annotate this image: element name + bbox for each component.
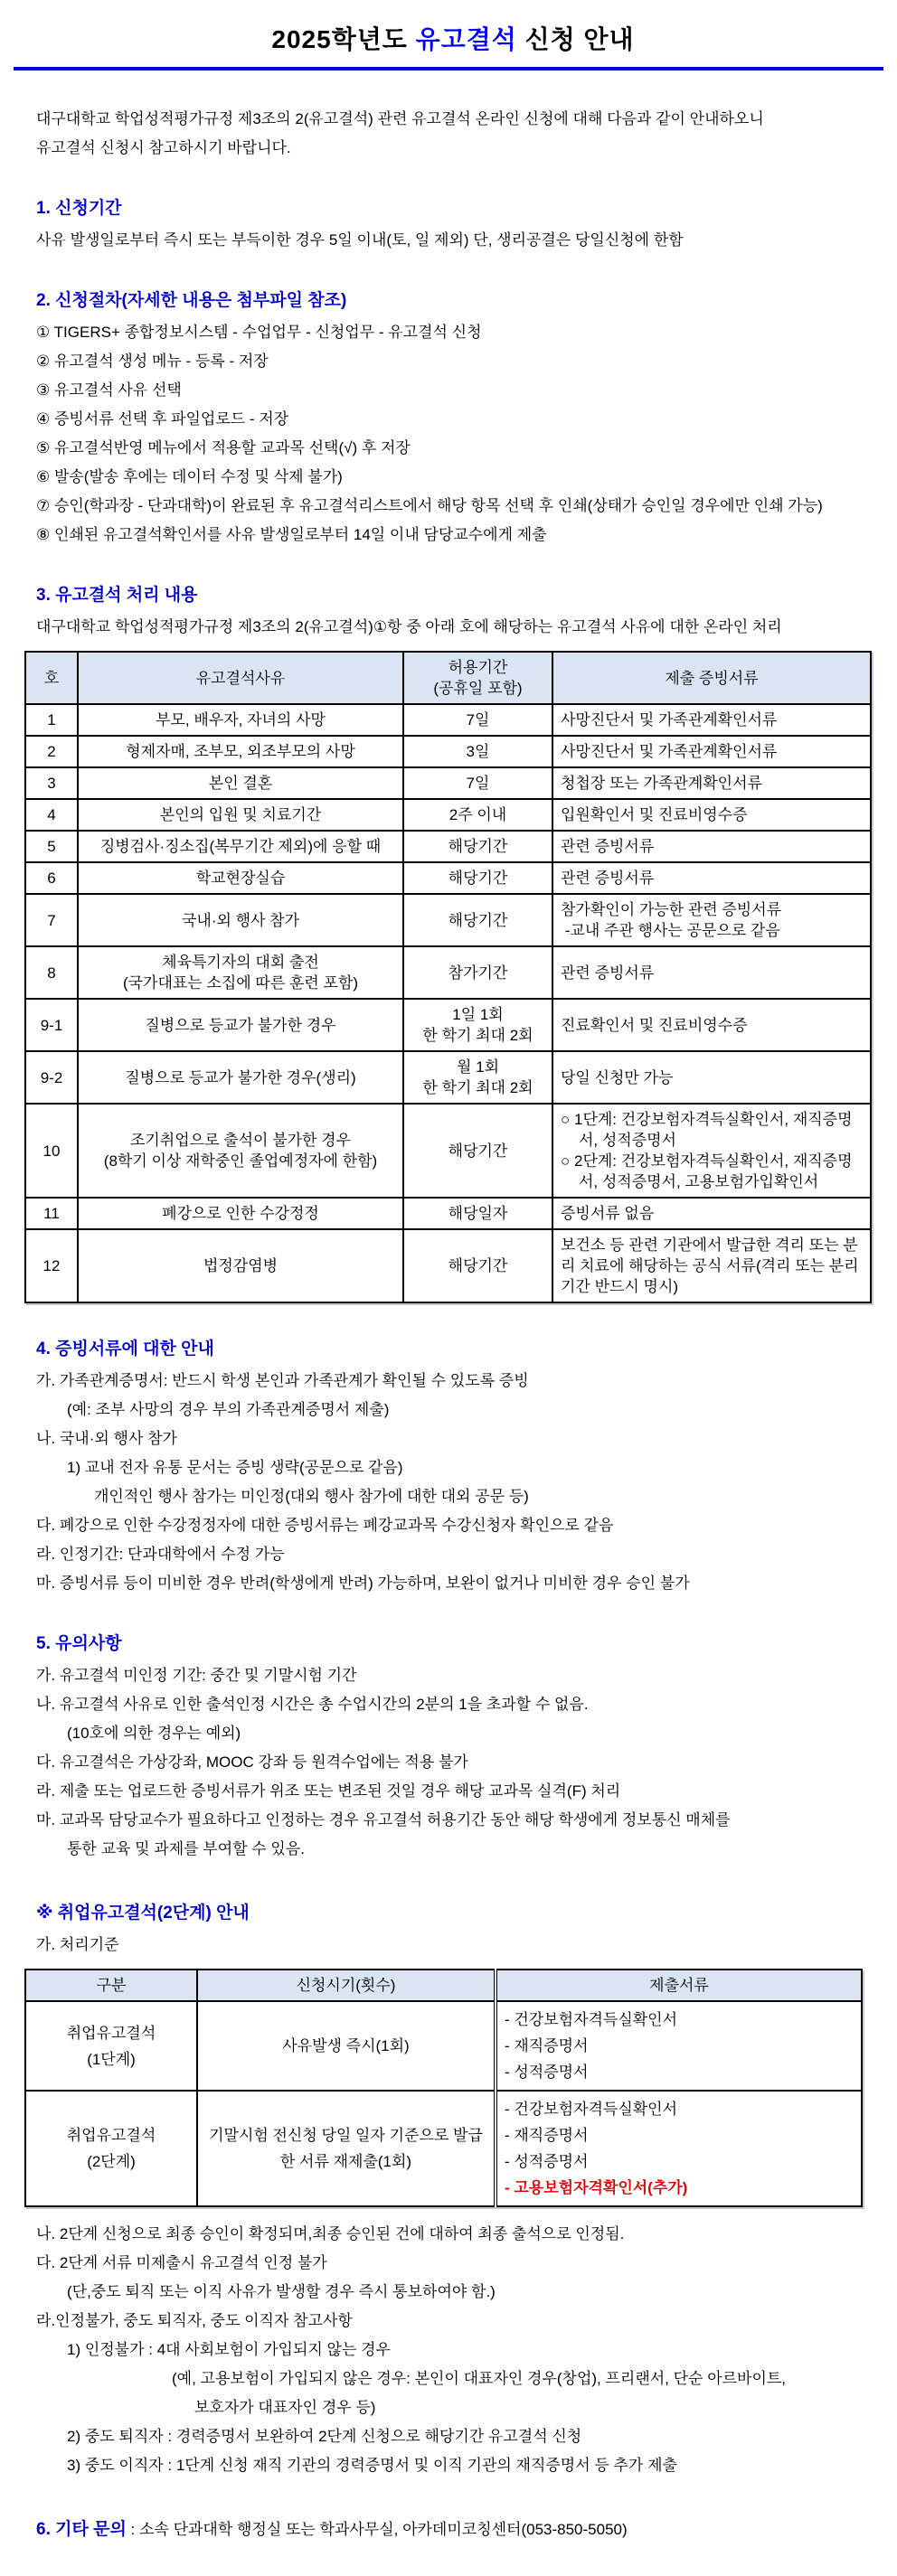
cell-no xyxy=(25,1229,78,1302)
cell-line: 2 xyxy=(47,743,56,760)
text-line: 마. 교과목 담당교수가 필요하다고 인정하는 경우 유고결석 허용기간 동안 해당 학생에게 정보통신 매체를 xyxy=(36,1811,731,1829)
section-application-procedure xyxy=(36,289,870,550)
table-row xyxy=(25,1104,871,1198)
cell-period xyxy=(403,1229,552,1302)
cell-line: - 재직증명서 xyxy=(505,2127,589,2144)
table-header-row xyxy=(25,1970,862,2001)
text-line: 대구대학교 학업성적평가규정 제3조의 2(유고결석) 관련 유고결석 온라인 신청에 대해 다음과 같이 안내하오니 xyxy=(36,110,764,127)
section-3-heading: 3. 유고결석 처리 내용 xyxy=(36,586,198,605)
cell-line: - 성적증명서 xyxy=(505,2064,589,2081)
cell-line: 해당일자 xyxy=(448,1205,508,1222)
cell-line: - 재직증명서 xyxy=(505,2037,589,2054)
cell-line: 해당기간 xyxy=(448,1257,508,1274)
cell-line: 제출 증빙서류 xyxy=(665,669,759,687)
cell-no xyxy=(25,1051,78,1104)
text-line: ④ 증빙서류 선택 후 파일업로드 - 저장 xyxy=(36,410,289,428)
cell-line: (국가대표는 소집에 따른 훈련 포함) xyxy=(122,974,359,992)
cell-period xyxy=(403,862,552,894)
cell-docs xyxy=(552,736,871,767)
cell-no xyxy=(25,831,78,862)
cell-docs xyxy=(552,799,871,831)
cell-line: ○ 2단계: 건강보험자격득실확인서, 재직증명서, 성적증명서, 고용보험가입확인서 xyxy=(561,1152,853,1190)
cell-line: 해당기간 xyxy=(448,870,508,887)
cell-line: 7일 xyxy=(466,711,490,729)
cell-no xyxy=(25,799,78,831)
cell-line: 체육특기자의 대회 출전 xyxy=(162,954,319,971)
cell-line: 질병으로 등교가 불가한 경우(생리) xyxy=(125,1068,356,1086)
cell-line: 본인 결혼 xyxy=(208,775,273,792)
cell-period xyxy=(403,704,552,736)
title-suffix: 신청 안내 xyxy=(516,25,635,53)
cell-line: ○ 1단계: 건강보험자격득실확인서, 재직증명서, 성적증명서 xyxy=(561,1111,853,1149)
section-3-intro: 대구대학교 학업성적평가규정 제3조의 2(유고결석)①항 중 아래 호에 해당하는 유고결석 사유에 대한 온라인 처리 xyxy=(36,618,782,635)
cell-no xyxy=(25,767,78,799)
text-line: 나. 국내·외 행사 참가 xyxy=(36,1430,177,1447)
section-document-guide xyxy=(36,1338,870,1598)
cell-line: 질병으로 등교가 불가한 경우 xyxy=(145,1016,336,1034)
cell-line: 9-1 xyxy=(40,1016,63,1034)
cell-docs xyxy=(552,1104,871,1198)
job-absence-heading: ※ 취업유고결석(2단계) 안내 xyxy=(36,1904,250,1923)
text-line: 다. 유고결석은 가상강좌, MOOC 강좌 등 원격수업에는 적용 불가 xyxy=(36,1753,468,1771)
text-line: (10호에 의한 경우는 예외) xyxy=(67,1725,241,1742)
text-line: 유고결석 신청시 참고하시기 바랍니다. xyxy=(36,139,291,156)
cell-timing xyxy=(197,2001,496,2091)
cell-line: 사망진단서 및 가족관계확인서류 xyxy=(561,711,778,729)
text-line: 마. 증빙서류 등이 미비한 경우 반려(학생에게 반려) 가능하며, 보완이 없거나 미비한 경우 승인 불가 xyxy=(36,1575,690,1592)
cell-reason xyxy=(78,831,403,862)
section-absence-processing xyxy=(36,584,870,1303)
cell-reason xyxy=(78,1229,403,1302)
cell-line: 조기취업으로 출석이 불가한 경우 xyxy=(129,1132,352,1149)
cell-line: 법정감염병 xyxy=(203,1257,279,1274)
cell-line: 사망진단서 및 가족관계확인서류 xyxy=(561,743,778,760)
cell-reason xyxy=(78,862,403,894)
cell-line: 징병검사·징소집(복무기간 제외)에 응할 때 xyxy=(99,838,382,855)
cell-line: 보건소 등 관련 기관에서 발급한 격리 또는 분리 치료에 해당하는 공식 서류(격리 또는 분리기간 반드시 명시) xyxy=(561,1236,859,1295)
title-divider xyxy=(14,67,883,71)
cell-period xyxy=(403,831,552,862)
table-row xyxy=(25,1051,871,1104)
cell-period xyxy=(403,767,552,799)
column-header xyxy=(403,652,552,704)
table-body xyxy=(25,2001,862,2206)
cell-line: 참가기간 xyxy=(448,964,508,982)
cell-line: 5 xyxy=(47,838,56,855)
cell-docs xyxy=(496,2001,862,2091)
cell-line: 참가확인이 가능한 관련 증빙서류 xyxy=(561,901,782,918)
cell-reason xyxy=(78,767,403,799)
text-line: 통한 교육 및 과제를 부여할 수 있음. xyxy=(67,1840,305,1857)
cell-line: 관련 증빙서류 xyxy=(561,838,655,855)
section-contact xyxy=(36,2516,870,2543)
cell-no xyxy=(25,999,78,1051)
table-row xyxy=(25,862,871,894)
column-header xyxy=(496,1970,862,2001)
document-guide-list xyxy=(36,1367,870,1598)
cell-line: 취업유고결석 xyxy=(66,2127,156,2144)
cell-line: 국내·외 행사 참가 xyxy=(181,911,300,929)
cell-reason xyxy=(78,1198,403,1229)
cell-line: 입원확인서 및 진료비영수증 xyxy=(561,806,748,823)
table-row xyxy=(25,2001,862,2091)
section-2-heading: 2. 신청절차(자세한 내용은 첨부파일 참조) xyxy=(36,291,347,310)
cell-no xyxy=(25,704,78,736)
text-line: 2) 중도 퇴직자 : 경력증명서 보완하여 2단계 신청으로 해당기간 유고결석 신청 xyxy=(67,2428,582,2445)
cell-docs xyxy=(496,2091,862,2206)
cell-line: 1일 1회 xyxy=(452,1006,504,1023)
section-5-heading: 5. 유의사항 xyxy=(36,1634,122,1653)
job-absence-notes xyxy=(36,2220,870,2480)
cell-line: 10 xyxy=(42,1142,61,1160)
text-line: 라.인정불가, 중도 퇴직자, 중도 이직자 참고사항 xyxy=(36,2312,353,2329)
cell-line: 관련 증빙서류 xyxy=(561,964,655,982)
cell-docs xyxy=(552,767,871,799)
cell-line: 6 xyxy=(47,870,56,887)
cell-period xyxy=(403,999,552,1051)
cell-line: 4 xyxy=(47,806,56,823)
cell-line: 9-2 xyxy=(40,1068,63,1086)
cell-no xyxy=(25,946,78,999)
table-row xyxy=(25,704,871,736)
cell-reason xyxy=(78,1051,403,1104)
column-header xyxy=(25,652,78,704)
cell-line: 8 xyxy=(47,964,56,982)
text-line: 보호자가 대표자인 경우 등) xyxy=(194,2399,376,2416)
text-line: 1) 교내 전자 유통 문서는 증빙 생략(공문으로 같음) xyxy=(67,1459,403,1476)
section-1-body: 사유 발생일로부터 즉시 또는 부득이한 경우 5일 이내(토, 일 제외) 단, 생리공결은 당일신청에 한함 xyxy=(36,231,684,249)
cell-line: 해당기간 xyxy=(448,911,508,929)
text-line: 개인적인 행사 참가는 미인정(대외 행사 참가에 대한 대외 공문 등) xyxy=(94,1488,529,1505)
cell-line: 폐강으로 인한 수강정정 xyxy=(162,1205,319,1222)
text-line: 가. 유고결석 미인정 기간: 중간 및 기말시험 기간 xyxy=(36,1667,357,1684)
absence-reason-table xyxy=(24,651,872,1303)
cell-line: 3일 xyxy=(466,743,490,760)
cell-line: 한 학기 최대 2회 xyxy=(422,1079,533,1096)
cell-period xyxy=(403,1198,552,1229)
text-line: 라. 제출 또는 업로드한 증빙서류가 위조 또는 변조된 것일 경우 해당 교과목 실격(F) 처리 xyxy=(36,1782,621,1800)
text-line: ① TIGERS+ 종합정보시스템 - 수업업무 - 신청업무 - 유고결석 신청 xyxy=(36,324,482,341)
cell-reason xyxy=(78,894,403,946)
cell-line: 허용기간 xyxy=(448,659,508,676)
table-row xyxy=(25,894,871,946)
cell-line: 해당기간 xyxy=(448,838,508,855)
cell-line: 구분 xyxy=(96,1977,127,1994)
cell-line: 호 xyxy=(43,669,60,687)
cell-line: 유고결석사유 xyxy=(195,669,286,687)
table-row xyxy=(25,999,871,1051)
cell-no xyxy=(25,862,78,894)
cell-docs xyxy=(552,946,871,999)
table-row xyxy=(25,831,871,862)
intro-paragraph xyxy=(36,105,870,163)
cell-line: 취업유고결석 xyxy=(66,2024,156,2042)
text-line: ⑤ 유고결석반영 메뉴에서 적용할 교과목 선택(√) 후 저장 xyxy=(36,439,411,456)
cell-line: 7 xyxy=(47,911,56,929)
cell-docs xyxy=(552,704,871,736)
cell-timing xyxy=(197,2091,496,2206)
cell-no xyxy=(25,1198,78,1229)
cell-line: - 건강보험자격득실확인서 xyxy=(505,2011,678,2028)
cell-line: 2주 이내 xyxy=(448,806,507,823)
cell-no xyxy=(25,894,78,946)
cell-line: 1 xyxy=(47,711,56,729)
cell-line: 학교현장실습 xyxy=(195,870,286,887)
text-line: 1) 인정불가 : 4대 사회보험이 가입되지 않는 경우 xyxy=(67,2341,391,2358)
title-accent: 유고결석 xyxy=(415,25,517,53)
cell-reason xyxy=(78,1104,403,1198)
cell-line: 7일 xyxy=(466,775,490,792)
section-4-heading: 4. 증빙서류에 대한 안내 xyxy=(36,1340,214,1359)
text-line: 다. 폐강으로 인한 수강정정자에 대한 증빙서류는 폐강교과목 수강신청자 확인으로 같음 xyxy=(36,1517,614,1534)
section-job-absence xyxy=(36,1902,870,2480)
section-1-heading: 1. 신청기간 xyxy=(36,199,122,218)
cell-line: 제출서류 xyxy=(649,1977,709,1994)
cell-no xyxy=(25,1104,78,1198)
cell-line: (공휴일 포함) xyxy=(433,680,523,697)
cell-line: 증빙서류 없음 xyxy=(561,1205,655,1222)
cell-line: 3 xyxy=(47,775,56,792)
cell-line: 월 1회 xyxy=(456,1058,500,1076)
cell-line: -교내 주관 행사는 공문으로 같음 xyxy=(561,922,780,939)
cell-line: 11 xyxy=(43,1205,60,1222)
cell-line: 관련 증빙서류 xyxy=(561,870,655,887)
column-header xyxy=(25,1970,197,2001)
table-row xyxy=(25,736,871,767)
column-header xyxy=(552,652,871,704)
cell-line: - 고용보험자격확인서(추가) xyxy=(505,2179,688,2196)
cell-line: (2단계) xyxy=(87,2153,136,2170)
text-line: (예: 조부 사망의 경우 부의 가족관계증명서 제출) xyxy=(67,1401,390,1418)
cell-line: 기말시험 전신청 당일 일자 기준으로 발급한 서류 재제출(1회) xyxy=(209,2127,483,2170)
cell-line: 12 xyxy=(42,1257,61,1274)
cell-line: 본인의 입원 및 치료기간 xyxy=(159,806,322,823)
cell-line: 한 학기 최대 2회 xyxy=(422,1027,533,1044)
cell-docs xyxy=(552,999,871,1051)
cell-docs xyxy=(552,894,871,946)
table-body xyxy=(25,704,871,1302)
cell-reason xyxy=(78,799,403,831)
cell-period xyxy=(403,946,552,999)
section-application-period xyxy=(36,197,870,255)
cell-docs xyxy=(552,1229,871,1302)
cell-docs xyxy=(552,831,871,862)
text-line: 나. 2단계 신청으로 최종 승인이 확정되며,최종 승인된 건에 대하여 최종 출석으로 인정됨. xyxy=(36,2225,625,2242)
job-absence-subheading: 가. 처리기준 xyxy=(36,1936,119,1953)
table-row xyxy=(25,1229,871,1302)
cell-line: 당일 신청만 가능 xyxy=(561,1068,674,1086)
table-header-row xyxy=(25,652,871,704)
cell-line: 해당기간 xyxy=(448,1142,508,1160)
cell-docs xyxy=(552,862,871,894)
text-line: (예, 고용보험이 가입되지 않은 경우: 본인이 대표자인 경우(창업), 프리랜서, 단순 아르바이트, xyxy=(172,2370,787,2387)
cell-period xyxy=(403,894,552,946)
text-line: 다. 2단계 서류 미제출시 유고결석 인정 불가 xyxy=(36,2254,327,2271)
cell-line: 사유발생 즉시(1회) xyxy=(282,2037,410,2054)
cell-reason xyxy=(78,946,403,999)
cell-line: (1단계) xyxy=(87,2050,136,2068)
cell-no xyxy=(25,736,78,767)
section-cautions xyxy=(36,1632,870,1864)
cell-line: - 성적증명서 xyxy=(505,2153,589,2170)
cell-reason xyxy=(78,736,403,767)
cell-period xyxy=(403,736,552,767)
text-line: ⑥ 발송(발송 후에는 데이터 수정 및 삭제 불가) xyxy=(36,468,343,485)
procedure-steps xyxy=(36,318,870,550)
text-line: 3) 중도 이직자 : 1단계 신청 재직 기관의 경력증명서 및 이직 기관의 재직증명서 등 추가 제출 xyxy=(67,2457,677,2474)
cell-reason xyxy=(78,999,403,1051)
table-row xyxy=(25,2091,862,2206)
cell-period xyxy=(403,799,552,831)
cell-reason xyxy=(78,704,403,736)
text-line: ② 유고결석 생성 메뉴 - 등록 - 저장 xyxy=(36,353,269,370)
cell-line: 진료확인서 및 진료비영수증 xyxy=(561,1016,748,1034)
section-6-heading: 6. 기타 문의 xyxy=(36,2520,127,2539)
cell-label xyxy=(25,2001,197,2091)
page-title xyxy=(36,20,870,56)
cell-label xyxy=(25,2091,197,2206)
table-row xyxy=(25,799,871,831)
cell-line: - 건강보험자격득실확인서 xyxy=(505,2101,678,2118)
text-line: 가. 가족관계증명서: 반드시 학생 본인과 가족관계가 확인될 수 있도록 증빙 xyxy=(36,1372,529,1389)
cell-line: 청첩장 또는 가족관계확인서류 xyxy=(561,775,762,792)
cell-period xyxy=(403,1051,552,1104)
text-line: (단,중도 퇴직 또는 이직 사유가 발생할 경우 즉시 통보하여야 함.) xyxy=(67,2283,496,2300)
table-row xyxy=(25,767,871,799)
section-6-body: : 소속 단과대학 행정실 또는 학과사무실, 아카데미코칭센터(053-850-5050) xyxy=(126,2521,628,2538)
cell-docs xyxy=(552,1051,871,1104)
text-line: ⑧ 인쇄된 유고결석확인서를 사유 발생일로부터 14일 이내 담당교수에게 제출 xyxy=(36,526,547,543)
cell-line: 부모, 배우자, 자녀의 사망 xyxy=(156,711,326,729)
text-line: ③ 유고결석 사유 선택 xyxy=(36,381,182,399)
table-row xyxy=(25,946,871,999)
column-header xyxy=(78,652,403,704)
column-header xyxy=(197,1970,496,2001)
cell-line: (8학기 이상 재학중인 졸업예정자에 한함) xyxy=(103,1152,378,1170)
text-line: 라. 인정기간: 단과대학에서 수정 가능 xyxy=(36,1546,285,1563)
cell-docs xyxy=(552,1198,871,1229)
table-row xyxy=(25,1198,871,1229)
text-line: 나. 유고결석 사유로 인한 출석인정 시간은 총 수업시간의 2분의 1을 초과할 수 없음. xyxy=(36,1696,589,1713)
cautions-list xyxy=(36,1661,870,1864)
job-absence-table xyxy=(24,1969,863,2207)
text-line: ⑦ 승인(학과장 - 단과대학)이 완료된 후 유고결석리스트에서 해당 항목 선택 후 인쇄(상태가 승인일 경우에만 인쇄 가능) xyxy=(36,497,823,514)
cell-line: 형제자매, 조부모, 외조부모의 사망 xyxy=(126,743,355,760)
cell-line: 신청시기(횟수) xyxy=(296,1977,396,1994)
title-prefix: 2025학년도 xyxy=(271,25,416,53)
cell-period xyxy=(403,1104,552,1198)
